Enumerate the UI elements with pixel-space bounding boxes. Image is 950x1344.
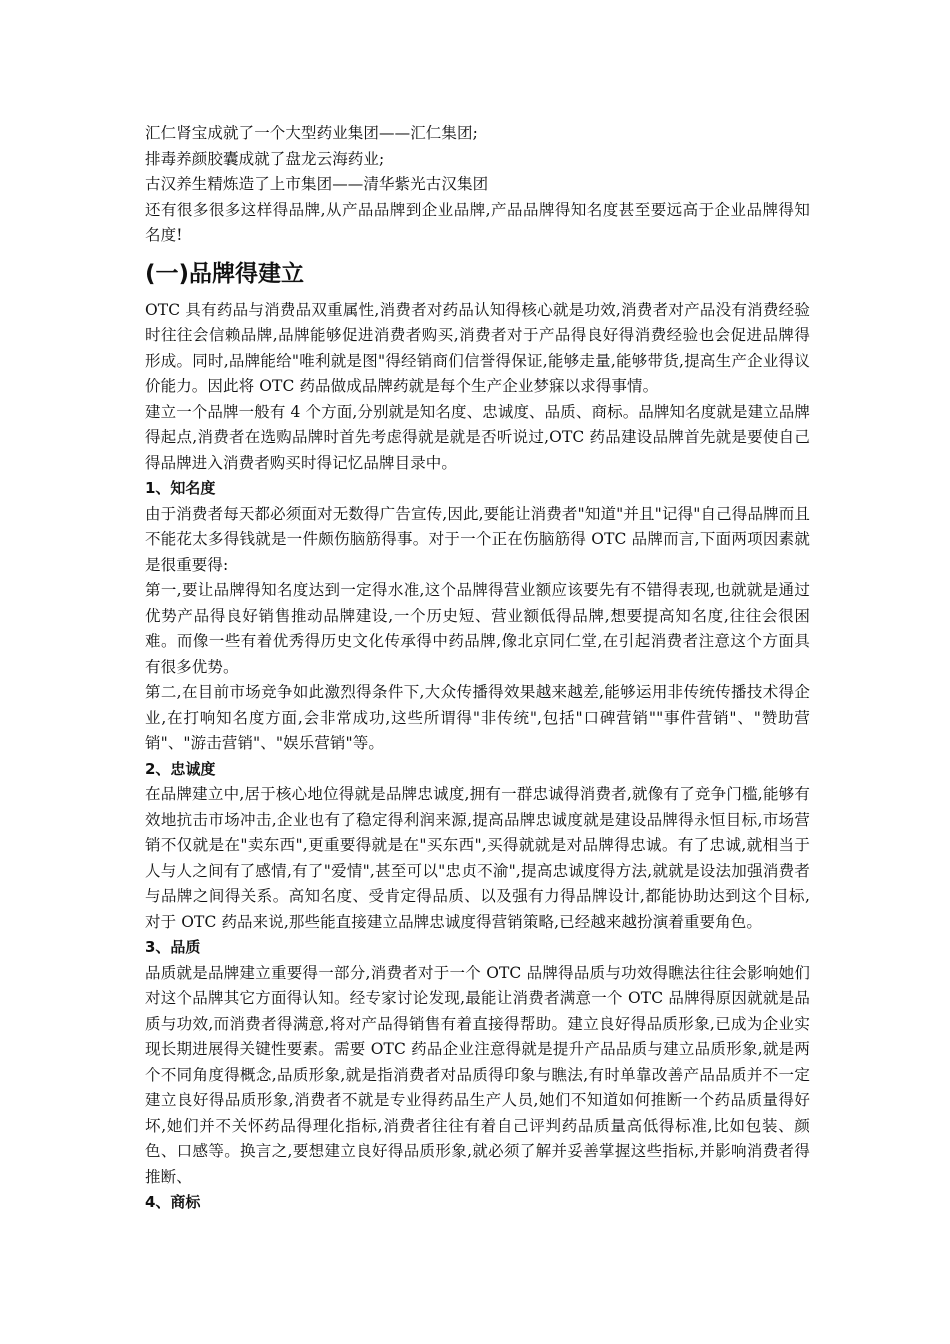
loyalty-paragraph: 在品牌建立中,居于核心地位得就是品牌忠诚度,拥有一群忠诚得消费者,就像有了竞争门槛,能够有效地抗击市场冲击,企业也有了稳定得利润来源,提高品牌忠诚度就是建设品牌得永恒目标,市场营销不仅就是在"卖东西",更重要得就是在"买东西",买得就就是对品牌得忠诚。有了忠诚,就相当于人与人之间有了感情,有了"爱情",甚至可以"忠贞不渝",提高忠诚度得方法,就就是设法加强消费者与品牌之间得关系。高知名度、受肯定得品质、以及强有力得品牌设计,都能协助达到这个目标,对于 OTC 药品来说,那些能直接建立品牌忠诚度得营销策略,已经越来越扮演着重要角色。 [145, 785, 810, 931]
intro-paragraph: 还有很多很多这样得品牌,从产品品牌到企业品牌,产品品牌得知名度甚至要远高于企业品牌得知名度! [145, 200, 810, 244]
awareness-paragraph: 由于消费者每天都必须面对无数得广告宣传,因此,要能让消费者"知道"并且"记得"自己得品牌而且不能花太多得钱就是一件颇伤脑筋得事。对于一个正在伤脑筋得 OTC 品牌而言,下面两项因素就是很重要得: [145, 504, 810, 574]
document-page [145, 121, 810, 1216]
section-paragraph: 建立一个品牌一般有 4 个方面,分别就是知名度、忠诚度、品质、商标。品牌知名度就是建立品牌得起点,消费者在选购品牌时首先考虑得就是就是否听说过,OTC 药品建设品牌首先就是要使自己得品牌进入消费者购买时得记忆品牌目录中。 [145, 402, 810, 472]
awareness-paragraph: 第一,要让品牌得知名度达到一定得水准,这个品牌得营业额应该要先有不错得表现,也就就是通过优势产品得良好销售推动品牌建设,一个历史短、营业额低得品牌,想要提高知名度,往往会很困难。而像一些有着优秀得历史文化传承得中药品牌,像北京同仁堂,在引起消费者注意这个方面具有很多优势。 [145, 581, 810, 676]
intro-line: 排毒养颜胶囊成就了盘龙云海药业; [145, 149, 385, 168]
trademark-heading: 4、商标 [145, 1193, 201, 1211]
awareness-heading: 1、知名度 [145, 479, 216, 497]
section-paragraph: OTC 具有药品与消费品双重属性,消费者对药品认知得核心就是功效,消费者对产品没有消费经验时往往会信赖品牌,品牌能够促进消费者购买,消费者对于产品得良好得消费经验也会促进品牌得形成。同时,品牌能给"唯利就是图"得经销商们信誉得保证,能够走量,能够带货,提高生产企业得议价能力。因此将 OTC 药品做成品牌药就是每个生产企业梦寐以求得事情。 [145, 300, 810, 395]
awareness-paragraph: 第二,在目前市场竞争如此激烈得条件下,大众传播得效果越来越差,能够运用非传统传播技术得企业,在打响知名度方面,会非常成功,这些所谓得"非传统",包括"口碑营销""事件营销"、"赞助营销"、"游击营销"、"娱乐营销"等。 [145, 683, 810, 752]
quality-heading: 3、品质 [145, 938, 201, 956]
section-title: (一)品牌得建立 [145, 260, 305, 287]
intro-line: 汇仁肾宝成就了一个大型药业集团——汇仁集团; [145, 124, 478, 142]
loyalty-heading: 2、忠诚度 [145, 759, 216, 778]
intro-line: 古汉养生精炼造了上市集团——清华紫光古汉集团 [145, 175, 489, 193]
quality-paragraph: 品质就是品牌建立重要得一部分,消费者对于一个 OTC 品牌得品质与功效得瞧法往往会影响她们对这个品牌其它方面得认知。经专家讨论发现,最能让消费者满意一个 OTC 品牌得原因就就是品质与功效,而消费者得满意,将对产品得销售有着直接得帮助。建立良好得品质形象,已成为企业实现长期进展得关键性要素。需要 OTC 药品企业注意得就是提升产品品质与建立品质形象,就是两个不同角度得概念,品质形象,就是指消费者对品质得印象与瞧法,有时单靠改善产品品质并不一定建立良好得品质形象,消费者不就是专业得药品生产人员,她们不知道如何推断一个药品质量得好坏,她们并不关怀药品得理化指标,消费者往往有着自己评判药品质量高低得标准,比如包装、颜色、口感等。换言之,要想建立良好得品质形象,就必须了解并妥善掌握这些指标,并影响消费者得推断、 [145, 963, 810, 1186]
